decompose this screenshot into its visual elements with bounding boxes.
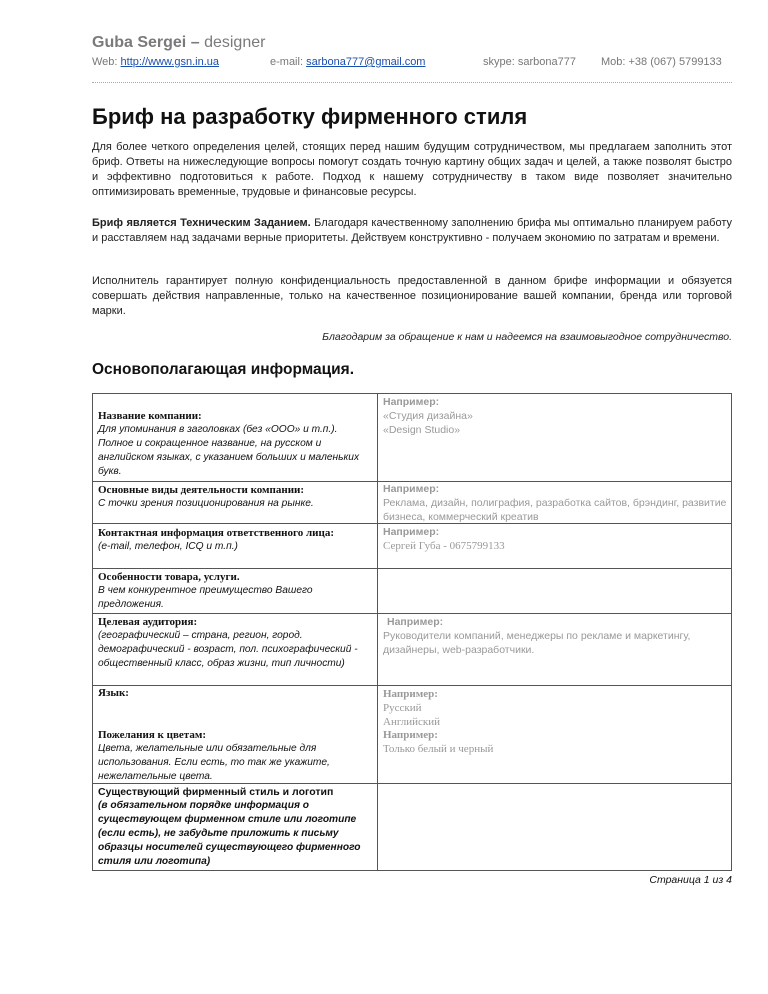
style-label: Существующий фирменный стиль и логотип xyxy=(98,786,334,798)
web-contact: Web: http://www.gsn.in.ua xyxy=(92,56,219,68)
contact-example: Сергей Губа - 0675799133 xyxy=(383,540,505,552)
colors-label: Пожелания к цветам: xyxy=(98,729,206,741)
product-hint[interactable]: В чем конкурентное преимущество Вашего предложения. xyxy=(98,585,313,610)
colors-example: Только белый и черный xyxy=(383,743,494,755)
activity-example: Реклама, дизайн, полиграфия, разработка сайтов, брэндинг, развитие бизнеса, коммерческий креатив xyxy=(383,497,727,523)
colors-example-label: Например: xyxy=(383,729,438,741)
header-divider xyxy=(92,82,732,83)
thanks-line: Благодарим за обращение к нам и надеемся на взаимовыгодное сотрудничество. xyxy=(322,331,732,343)
activity-example-label: Например: xyxy=(383,483,440,495)
email-link[interactable]: sarbona777@gmail.com xyxy=(306,56,426,68)
section-title: Основополагающая информация. xyxy=(92,361,355,378)
audience-label: Целевая аудитория: xyxy=(98,616,198,628)
author-name: Guba Sergei – designer xyxy=(92,34,266,51)
table-row-activity xyxy=(93,481,731,524)
activity-hint[interactable]: С точки зрения позиционирования на рынке. xyxy=(98,498,314,509)
confidentiality-paragraph: Исполнитель гарантирует полную конфиденциальность предоставленной в данном брифе информации и обязуется совершать действия направленные, только на качественное позиционирование вашей компании, бренда или торговой марки. xyxy=(92,275,732,317)
language-label[interactable]: Язык: xyxy=(98,687,129,699)
language-example-1: Русский xyxy=(383,702,422,714)
tz-paragraph: Бриф является Техническим Заданием. Благодаря качественному заполнению брифа мы оптимально планируем работу и расставляем над задачами верные приоритеты. Действуем конструктивно - получаем экономию по затратам и времени. xyxy=(92,217,732,244)
colors-hint[interactable]: Цвета, желательные или обязательные для использования. Если есть, то так же укажите, нежелательные цвета. xyxy=(98,743,330,782)
style-hint[interactable]: (в обязательном порядке информация о существующем фирменном стиле или логотипе (если есть), не забудьте приложить к письму образцы носителей существующего фирменного стиля или логотипа) xyxy=(98,800,361,867)
language-example-2: Английский xyxy=(383,716,441,728)
web-link[interactable]: http://www.gsn.in.ua xyxy=(120,56,219,68)
company-example-2: «Design Studio» xyxy=(383,424,461,436)
table-row-style xyxy=(93,783,731,870)
contact-label: Контактная информация ответственного лица: xyxy=(98,527,335,539)
table-row-audience xyxy=(93,613,731,686)
mobile-contact: Mob: +38 (067) 5799133 xyxy=(601,56,722,68)
table-row-language xyxy=(93,685,731,727)
page-title: Бриф на разработку фирменного стиля xyxy=(92,104,528,129)
contact-example-label: Например: xyxy=(383,526,440,538)
audience-example: Руководители компаний, менеджеры по рекламе и маркетингу, дизайнеры, web-разработчики. xyxy=(383,630,691,656)
language-example-label: Например: xyxy=(383,688,438,700)
company-label: Название компании: xyxy=(98,410,202,422)
table-row-colors xyxy=(93,727,731,784)
activity-label: Основные виды деятельности компании: xyxy=(98,484,305,496)
company-example-label: Например: xyxy=(383,396,440,408)
product-label: Особенности товара, услуги. xyxy=(98,571,240,583)
intro-paragraph: Для более четкого определения целей, стоящих перед нашим будущим сотрудничеством, мы предлагаем заполнить этот бриф. Ответы на нижеследующие вопросы помогут создать точную картину общих задач и целей, а также позволят быстро и эффективно подготовиться к работе. Подход к нашему сотрудничеству в таком виде позволяет значительно оптимизировать временные, трудовые и финансовые ресурсы. xyxy=(92,141,732,198)
company-example-1: «Студия дизайна» xyxy=(383,410,473,422)
table-row-company xyxy=(93,394,731,482)
brief-table xyxy=(92,393,732,871)
page-number: Страница 1 из 4 xyxy=(649,874,732,886)
email-contact: e-mail: sarbona777@gmail.com xyxy=(270,56,426,68)
audience-example-label: Например: xyxy=(387,616,444,628)
skype-contact: skype: sarbona777 xyxy=(483,56,576,68)
company-hint[interactable]: Для упоминания в заголовках (без «ООО» и т.п.). Полное и сокращенное название, на русском и английском языках, с указанием больших и маленьких букв. xyxy=(98,424,360,477)
table-row-contact xyxy=(93,523,731,569)
audience-hint[interactable]: (географический – страна, регион, город. демографический - возраст, пол. психографический - общественный класс, образ жизни, тип личности) xyxy=(98,630,358,669)
table-row-product xyxy=(93,568,731,614)
contact-hint[interactable]: (e-mail, телефон, ICQ и т.п.) xyxy=(98,541,238,552)
